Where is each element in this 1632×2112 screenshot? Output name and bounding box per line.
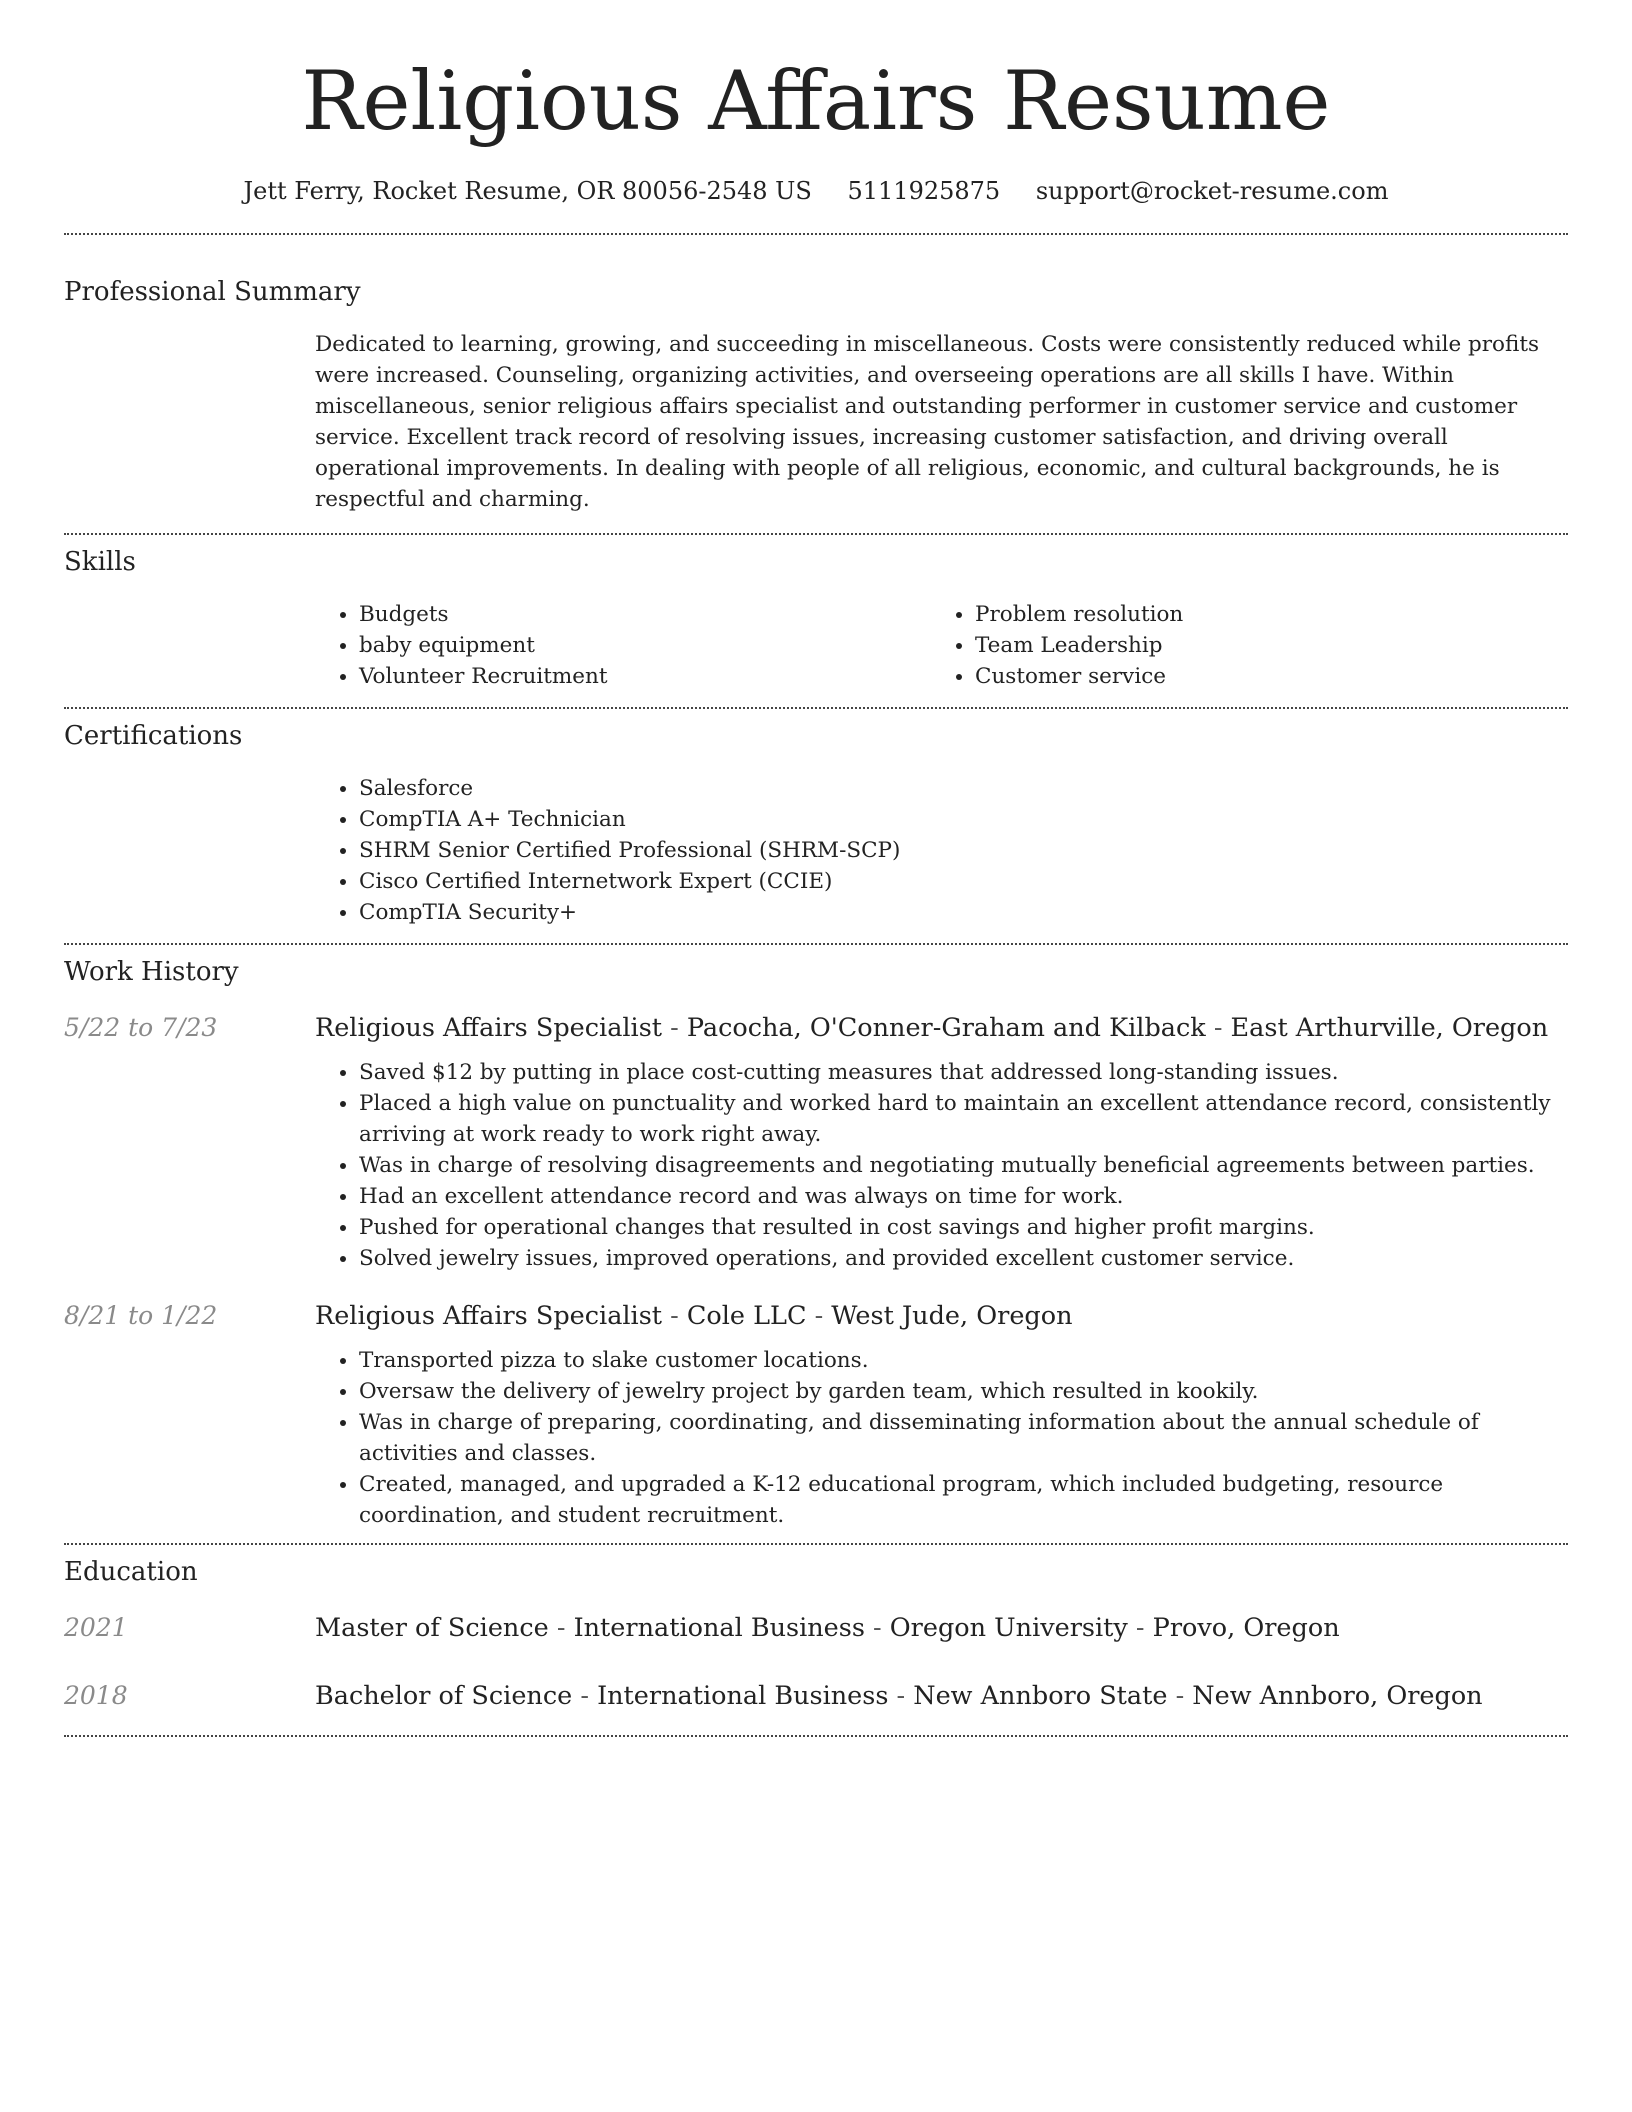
education-section — [64, 1555, 1568, 1713]
separator: - — [888, 1681, 914, 1711]
skills-section — [64, 545, 1568, 692]
section-heading-skills: Skills — [64, 547, 136, 577]
skill-item: • baby equipment — [359, 630, 931, 661]
separator: - — [806, 1301, 832, 1331]
skill-item: • Budgets — [359, 599, 931, 630]
section-heading-certifications: Certifications — [64, 721, 243, 751]
separator: - — [572, 1681, 598, 1711]
education-entry — [64, 1679, 1568, 1713]
separator: - — [1127, 1613, 1153, 1643]
job-duties — [315, 1345, 1568, 1531]
education-year: 2018 — [64, 1681, 128, 1710]
job-bullet: • Placed a high value on punctuality and worked hard to maintain an excellent attendance record, consistently arriving at work ready to work right away. — [359, 1088, 1568, 1150]
certification-item: • Cisco Certified Internetwork Expert (CCIE) — [359, 866, 1568, 897]
contact-address: Jett Ferry, Rocket Resume, OR 80056-2548 US — [243, 177, 812, 205]
divider — [64, 1543, 1568, 1545]
divider — [64, 533, 1568, 535]
job-title-line — [315, 1011, 1548, 1045]
skills-column-left — [315, 599, 931, 692]
separator: - — [662, 1013, 687, 1043]
document-title: Religious Affairs Resume — [301, 55, 1331, 149]
summary-section — [64, 275, 1568, 515]
education-school: New Annboro State — [913, 1681, 1168, 1711]
contact-line — [64, 174, 1568, 208]
skill-item: • Volunteer Recruitment — [359, 661, 931, 692]
job-title: Religious Affairs Specialist — [315, 1013, 663, 1043]
job-bullet: • Solved jewelry issues, improved operations, and provided excellent customer service. — [359, 1243, 1568, 1274]
job-title-line — [315, 1299, 1073, 1333]
job-bullet: • Was in charge of resolving disagreements and negotiating mutually beneficial agreements between parties. — [359, 1150, 1568, 1181]
divider — [64, 943, 1568, 945]
education-entry — [64, 1611, 1568, 1645]
summary-text: Dedicated to learning, growing, and succeeding in miscellaneous. Costs were consistently reduced while profits were increased. Counseling, organizing activities, and overseeing operations are all skills I have. Within miscellaneous, senior religious affairs specialist and outstanding performer in customer service and customer service. Excellent track record of resolving issues, increasing customer satisfaction, and driving overall operational improvements. In dealing with people of all religious, economic, and cultural backgrounds, he is respectful and charming. — [315, 332, 1539, 512]
separator: - — [1167, 1681, 1193, 1711]
education-field: International Business — [597, 1681, 889, 1711]
education-school: Oregon University — [889, 1613, 1128, 1643]
job-duties — [315, 1057, 1568, 1274]
education-year: 2021 — [64, 1613, 128, 1642]
certification-item: • CompTIA Security+ — [359, 897, 1568, 928]
job-company: Cole LLC — [686, 1301, 807, 1331]
job-bullet: • Oversaw the delivery of jewelry project by garden team, which resulted in kookily. — [359, 1376, 1568, 1407]
job-location: West Jude, Oregon — [831, 1301, 1073, 1331]
education-degree: Bachelor of Science — [315, 1681, 573, 1711]
contact-email: support@rocket-resume.com — [1035, 177, 1389, 205]
job-bullet: • Was in charge of preparing, coordinating, and disseminating information about the annual schedule of activities and classes. — [359, 1407, 1568, 1469]
skill-item: • Problem resolution — [975, 599, 1547, 630]
job-entry — [64, 1011, 1568, 1274]
job-location: East Arthurville, Oregon — [1230, 1013, 1549, 1043]
job-bullet: • Pushed for operational changes that resulted in cost savings and higher profit margins. — [359, 1212, 1568, 1243]
job-bullet: • Transported pizza to slake customer locations. — [359, 1345, 1568, 1376]
job-bullets — [315, 1345, 1568, 1531]
education-field: International Business — [573, 1613, 865, 1643]
certification-item: • CompTIA A+ Technician — [359, 804, 1568, 835]
job-dates: 5/22 to 7/23 — [64, 1013, 218, 1042]
certifications-content — [315, 773, 1568, 928]
job-company: Pacocha, O'Conner-Graham and Kilback — [686, 1013, 1206, 1043]
job-header — [64, 1011, 1568, 1045]
job-title: Religious Affairs Specialist — [315, 1301, 663, 1331]
work-history-section — [64, 955, 1568, 1531]
section-heading-work-history: Work History — [64, 957, 239, 987]
education-degree: Master of Science — [315, 1613, 549, 1643]
section-heading-education: Education — [64, 1557, 198, 1587]
job-header — [64, 1299, 1568, 1333]
education-line — [315, 1679, 1483, 1713]
education-line — [315, 1611, 1340, 1645]
job-dates: 8/21 to 1/22 — [64, 1301, 218, 1330]
separator: - — [548, 1613, 574, 1643]
job-bullets — [315, 1057, 1568, 1274]
education-location: Provo, Oregon — [1152, 1613, 1340, 1643]
divider — [64, 233, 1568, 235]
job-bullet: • Had an excellent attendance record and was always on time for work. — [359, 1181, 1568, 1212]
skill-item: • Team Leadership — [975, 630, 1547, 661]
job-bullet: • Created, managed, and upgraded a K-12 educational program, which included budgeting, resource coordination, and student recruitment. — [359, 1469, 1568, 1531]
skills-list — [315, 599, 1568, 692]
job-bullet: • Saved $12 by putting in place cost-cutting measures that addressed long-standing issues. — [359, 1057, 1568, 1088]
certifications-section — [64, 719, 1568, 928]
certification-item: • Salesforce — [359, 773, 1568, 804]
skills-column-right — [931, 599, 1547, 692]
summary-content — [315, 329, 1568, 515]
separator: - — [864, 1613, 890, 1643]
divider — [64, 1735, 1568, 1737]
section-heading-summary: Professional Summary — [64, 277, 361, 307]
separator: - — [1205, 1013, 1231, 1043]
job-entry — [64, 1299, 1568, 1531]
skill-item: • Customer service — [975, 661, 1547, 692]
education-location: New Annboro, Oregon — [1192, 1681, 1483, 1711]
certifications-list — [315, 773, 1568, 928]
certification-item: • SHRM Senior Certified Professional (SHRM-SCP) — [359, 835, 1568, 866]
divider — [64, 707, 1568, 709]
separator: - — [662, 1301, 687, 1331]
contact-phone: 5111925875 — [847, 177, 1001, 205]
